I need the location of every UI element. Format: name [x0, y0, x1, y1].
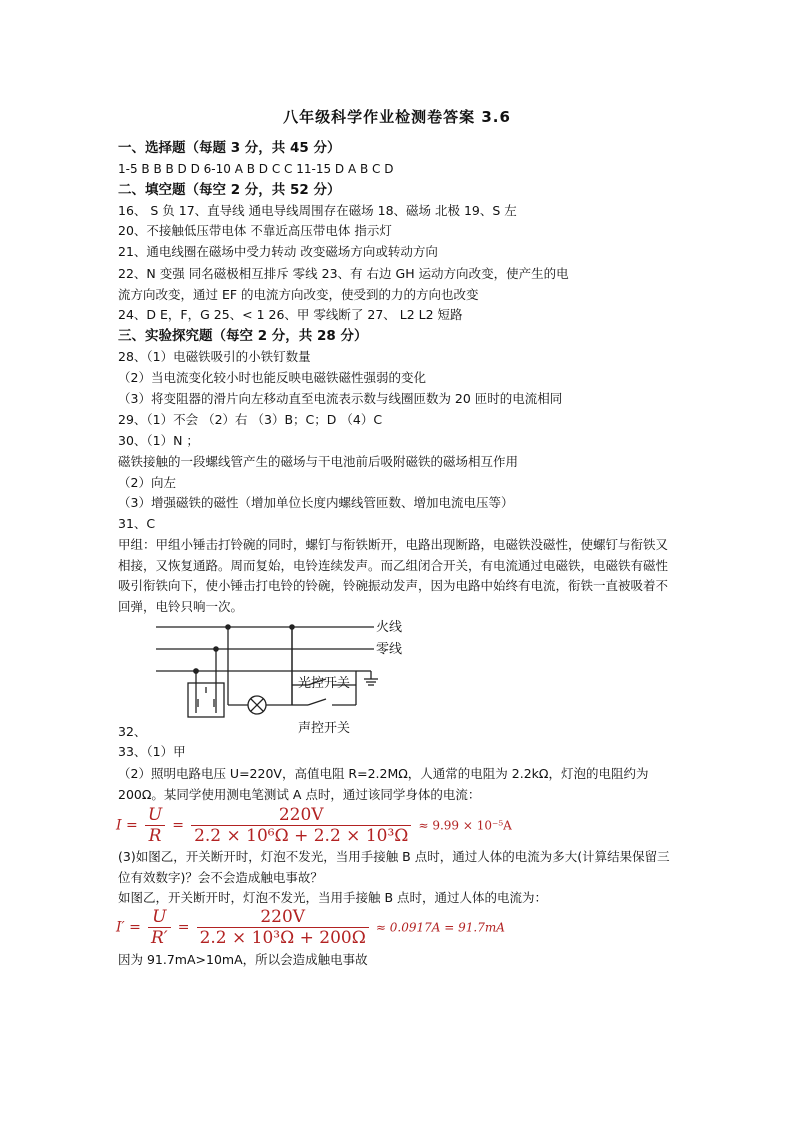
answer-21: 21、通电线圈在磁场中受力转动 改变磁场方向或转动方向 [118, 244, 438, 259]
answer-30-3: （3）增强磁铁的磁性（增加单位长度内螺线管匝数、增加电流电压等） [118, 495, 514, 510]
formula-2-num-1: U [148, 907, 171, 928]
section-3-heading: 三、实验探究题（每空 2 分，共 28 分） [118, 328, 368, 344]
formula-2-result: ≈ 0.0917A = 91.7mA [375, 920, 505, 935]
formula-1-result: ≈ 9.99 × 10⁻⁵A [418, 818, 512, 833]
formula-2-num-2: 220V [197, 907, 369, 928]
answer-33-conclusion: 因为 91.7mA>10mA，所以会造成触电事故 [118, 952, 368, 967]
formula-2-equals: = [177, 919, 190, 936]
formula-2-den-2: 2.2 × 10³Ω + 200Ω [199, 928, 366, 948]
answer-30-1: 30、（1）N ； [118, 433, 199, 448]
answer-16-19: 16、 S 负 17、直导线 通电导线周围存在磁场 18、磁场 北极 19、S 左 [118, 203, 517, 218]
section-1-heading: 一、选择题（每题 3 分，共 45 分） [118, 140, 341, 156]
formula-1-fraction-2 [191, 805, 411, 846]
answer-22-23-line2: 流方向改变，通过 EF 的电流方向改变，使受到的力的方向也改变 [118, 287, 479, 302]
formula-1-num-1: U [145, 805, 165, 826]
formula-1-equals: = [172, 817, 184, 834]
formula-2-den-1: R′ [150, 928, 168, 948]
answer-31-explain: 甲组：甲组小锤击打铃碗的同时，螺钉与衔铁断开，电路出现断路，电磁铁没磁性，使螺钉与衔铁又相接，又恢复通路。周而复始，电铃连续发声。而乙组闭合开关，有电流通过电磁铁，电磁铁有磁性吸引衔铁向下，使小锤击打电铃的铃碗，铃碗振动发声，因为电路中始终有电流，衔铁一直被吸着不回弹，电铃只响一次。 [118, 537, 669, 614]
answer-28-1: 28、（1）电磁铁吸引的小铁钉数量 [118, 349, 311, 364]
formula-1-fraction-1 [145, 805, 165, 846]
formula-2-lhs: I′ = [116, 919, 141, 936]
answer-33-3-intro: 如图乙，开关断开时，灯泡不发光，当用手接触 B 点时，通过人体的电流为： [118, 890, 548, 905]
answer-30-2: （2）向左 [118, 475, 176, 490]
answer-31: 31、C [118, 516, 156, 531]
answer-29: 29、（1）不会 （2）右 （3）B；C；D （4）C [118, 412, 383, 427]
formula-1-num-2: 220V [191, 805, 411, 826]
answer-33-2: （2）照明电路电压 U=220V，高值电阻 R=2.2MΩ，人通常的电阻为 2.2kΩ，灯泡的电阻约为 200Ω。某同学使用测电笔测试 A 点时，通过该同学身体的电流： [118, 766, 649, 802]
section-2-heading: 二、填空题（每空 2 分，共 52 分） [118, 182, 341, 198]
formula-current-a [116, 805, 512, 846]
formula-2-fraction-1 [148, 907, 171, 948]
sound-switch-label: 声控开关 [298, 721, 351, 736]
answer-30-explain: 磁铁接触的一段螺线管产生的磁场与干电池前后吸附磁铁的磁场相互作用 [118, 454, 519, 469]
answer-22-23-line1: 22、N 变强 同名磁极相互排斥 零线 23、有 右边 GH 运动方向改变，使产生的电 [118, 266, 569, 281]
answer-33-3-question: (3)如图乙，开关断开时，灯泡不发光，当用手接触 B 点时，通过人体的电流为多大(计算结果保留三位有效数字)？会不会造成触电事故？ [118, 849, 670, 885]
answer-28-2: （2）当电流变化较小时也能反映电磁铁磁性强弱的变化 [118, 370, 426, 385]
neutral-wire-label: 零线 [376, 642, 403, 657]
section-1-answers: 1-5 B B B D D 6-10 A B D C C 11-15 D A B C D [118, 162, 394, 176]
circuit-diagram [156, 615, 416, 740]
answer-28-3: （3）将变阻器的滑片向左移动直至电流表示数与线圈匝数为 20 匝时的电流相同 [118, 391, 563, 406]
formula-1-den-1: R [148, 826, 162, 846]
formula-1-lhs: I = [116, 817, 138, 834]
light-switch-label: 光控开关 [298, 676, 351, 691]
answer-32: 32、 [118, 724, 147, 739]
formula-2-fraction-2 [197, 907, 369, 948]
answer-33-1: 33、（1）甲 [118, 744, 186, 759]
live-wire-label: 火线 [376, 620, 403, 635]
answer-24-27: 24、D E，F，G 25、< 1 26、甲 零线断了 27、 L2 L2 短路 [118, 307, 463, 322]
formula-current-b [116, 907, 505, 948]
formula-1-den-2: 2.2 × 10⁶Ω + 2.2 × 10³Ω [194, 826, 409, 846]
page-title: 八年级科学作业检测卷答案 3.6 [283, 108, 511, 126]
answer-20: 20、不接触低压带电体 不靠近高压带电体 指示灯 [118, 223, 392, 238]
